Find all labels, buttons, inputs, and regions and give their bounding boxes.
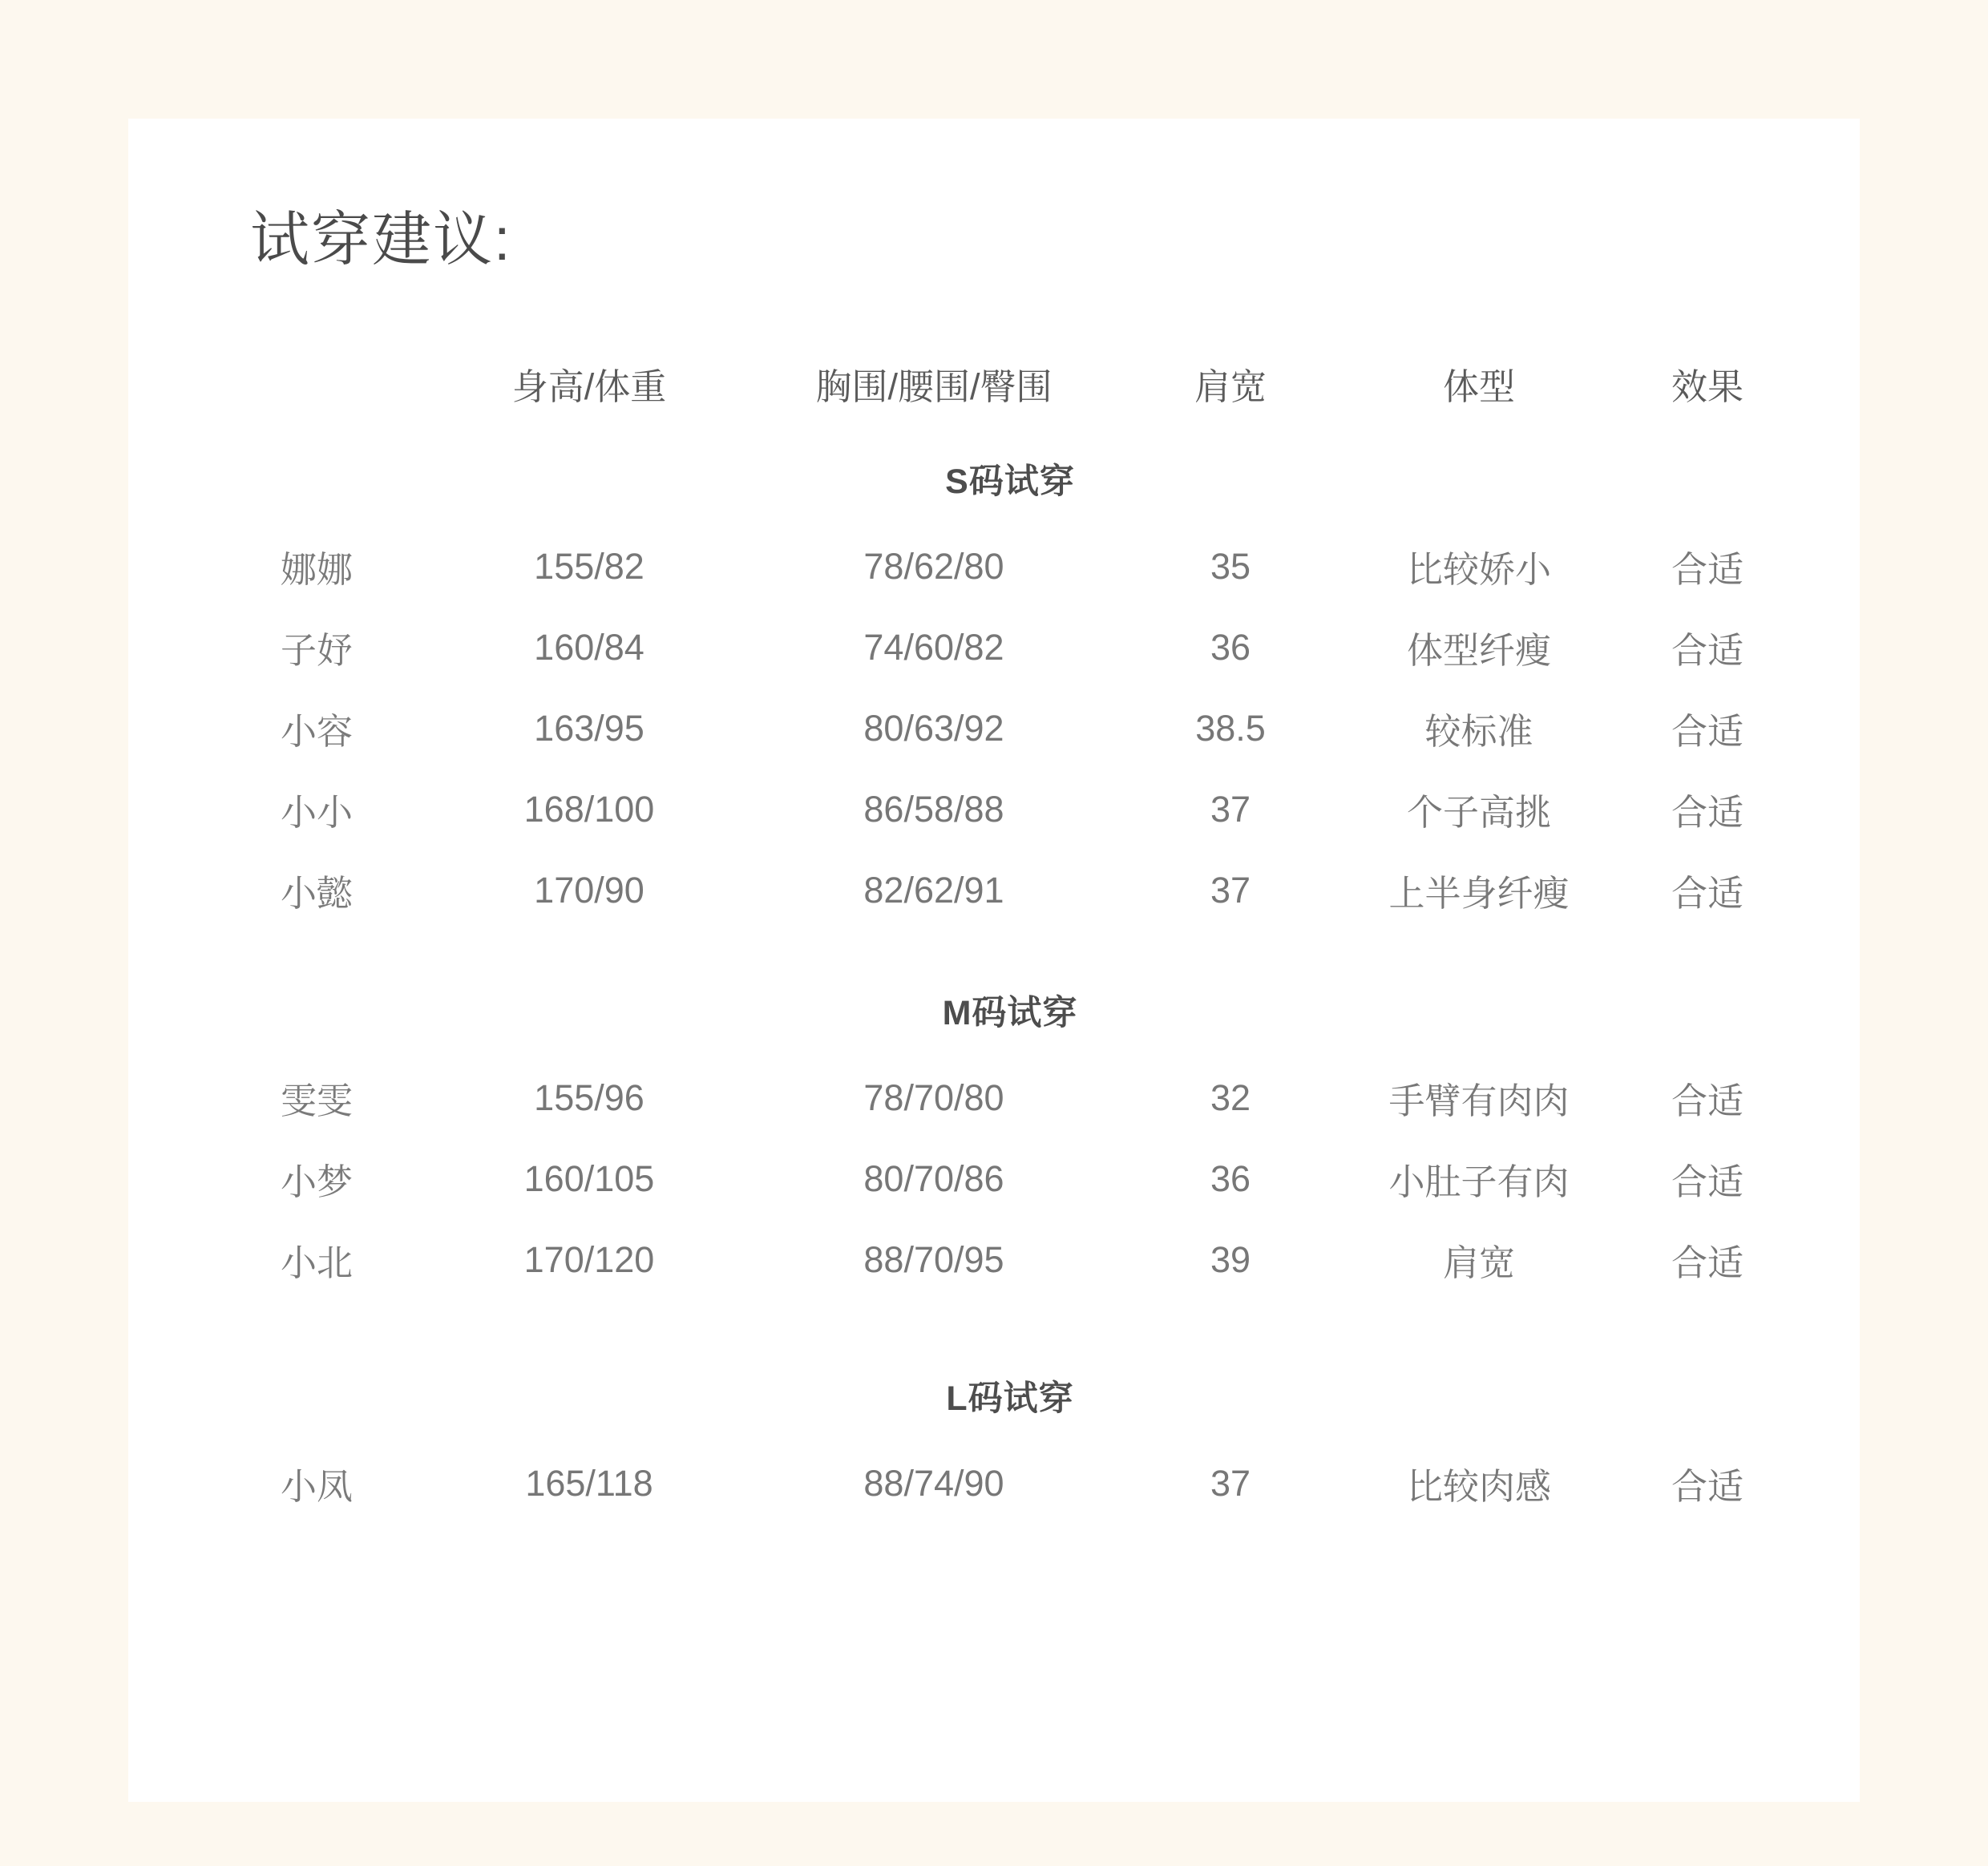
cell-shoulder: 37 [1210, 788, 1251, 830]
cell-name: 子妤 [280, 630, 353, 671]
cell-bust-waist-hip: 80/63/92 [863, 707, 1004, 749]
cell-body-type: 个子高挑 [1406, 792, 1551, 833]
header-height-weight: 身高/体重 [511, 366, 667, 407]
cell-body-type: 体型纤瘦 [1406, 630, 1551, 671]
table-row [200, 607, 1796, 688]
cell-height-weight: 165/118 [525, 1462, 653, 1504]
table-row [200, 526, 1796, 607]
cell-bust-waist-hip: 80/70/86 [863, 1157, 1004, 1199]
cell-shoulder: 36 [1210, 626, 1251, 668]
cell-bust-waist-hip: 88/74/90 [863, 1462, 1004, 1504]
cell-effect: 合适 [1671, 549, 1744, 590]
cell-shoulder: 37 [1210, 1462, 1251, 1504]
fitting-advice-card [128, 119, 1860, 1802]
cell-bust-waist-hip: 78/62/80 [863, 545, 1004, 587]
cell-body-type: 上半身纤瘦 [1388, 873, 1570, 914]
cell-height-weight: 170/90 [534, 869, 644, 911]
page-title: 试穿建议: [250, 206, 512, 273]
header-body-type: 体型 [1442, 366, 1515, 407]
cell-body-type: 较标准 [1424, 711, 1533, 752]
cell-shoulder: 32 [1210, 1076, 1251, 1118]
cell-effect: 合适 [1671, 873, 1744, 914]
cell-bust-waist-hip: 88/70/95 [863, 1238, 1004, 1280]
section-label: L码试穿 [946, 1379, 1074, 1418]
cell-name: 小梦 [280, 1161, 353, 1202]
header-effect: 效果 [1671, 366, 1744, 407]
fitting-table [200, 335, 1796, 1524]
cell-effect: 合适 [1671, 1466, 1744, 1507]
section-label: M码试穿 [942, 993, 1078, 1032]
cell-name: 小小 [280, 792, 353, 833]
cell-shoulder: 36 [1210, 1157, 1251, 1199]
cell-effect: 合适 [1671, 1161, 1744, 1202]
section-spacer [200, 1300, 1796, 1348]
cell-shoulder: 37 [1210, 869, 1251, 911]
cell-height-weight: 155/96 [534, 1076, 644, 1118]
cell-height-weight: 155/82 [534, 545, 644, 587]
cell-height-weight: 170/120 [523, 1238, 655, 1280]
cell-effect: 合适 [1671, 1242, 1744, 1283]
cell-bust-waist-hip: 74/60/82 [863, 626, 1004, 668]
cell-name: 小懿 [280, 873, 353, 914]
cell-body-type: 手臂有肉肉 [1388, 1080, 1570, 1121]
section-header-s [200, 431, 1796, 526]
cell-effect: 合适 [1671, 792, 1744, 833]
section-header-m [200, 963, 1796, 1057]
table-row [200, 1219, 1796, 1300]
header-bust-waist-hip: 胸围/腰围/臀围 [815, 366, 1053, 407]
table-row [200, 1443, 1796, 1524]
cell-effect: 合适 [1671, 630, 1744, 671]
cell-name: 小凤 [280, 1466, 353, 1507]
cell-height-weight: 160/105 [523, 1157, 655, 1199]
header-shoulder: 肩宽 [1194, 366, 1267, 407]
cell-shoulder: 35 [1210, 545, 1251, 587]
cell-body-type: 肩宽 [1442, 1242, 1515, 1283]
cell-body-type: 比较肉感 [1406, 1466, 1551, 1507]
table-header-row [200, 335, 1796, 431]
cell-name: 小北 [280, 1242, 353, 1283]
cell-body-type: 小肚子有肉 [1388, 1161, 1570, 1202]
table-row [200, 850, 1796, 931]
table-row [200, 688, 1796, 769]
cell-bust-waist-hip: 86/58/88 [863, 788, 1004, 830]
table-row [200, 1138, 1796, 1219]
cell-body-type: 比较娇小 [1406, 549, 1551, 590]
cell-name: 小容 [280, 711, 353, 752]
cell-height-weight: 163/95 [534, 707, 644, 749]
table-row [200, 1057, 1796, 1138]
cell-shoulder: 38.5 [1195, 707, 1266, 749]
cell-height-weight: 160/84 [534, 626, 644, 668]
table-row [200, 769, 1796, 850]
section-header-l [200, 1348, 1796, 1443]
cell-height-weight: 168/100 [523, 788, 655, 830]
section-spacer [200, 931, 1796, 963]
cell-name: 娜娜 [280, 549, 353, 590]
section-label: S码试穿 [945, 462, 1075, 501]
cell-shoulder: 39 [1210, 1238, 1251, 1280]
cell-name: 雯雯 [280, 1080, 353, 1121]
cell-effect: 合适 [1671, 1080, 1744, 1121]
cell-bust-waist-hip: 78/70/80 [863, 1076, 1004, 1118]
cell-bust-waist-hip: 82/62/91 [863, 869, 1004, 911]
cell-effect: 合适 [1671, 711, 1744, 752]
